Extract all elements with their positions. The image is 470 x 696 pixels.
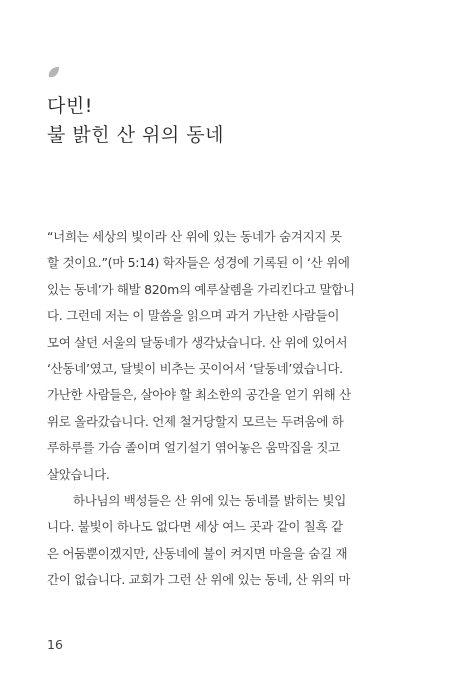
text-line: “너희는 세상의 빛이라 산 위에 있는 동네가 숨겨지지 못 [47, 229, 342, 244]
text-line: 있는 동네’가 해발 820m의 예루살렘을 가리킨다고 말합니 [47, 281, 355, 297]
chapter-title [47, 92, 224, 150]
text-line: 가난한 사람들은, 살아야 할 최소한의 공간을 얻기 위해 산 [47, 387, 351, 403]
paragraph-1 [47, 224, 429, 488]
text-line: 위로 올라갔습니다. 언제 철거당할지 모르는 두려움에 하 [47, 413, 344, 429]
text-line: 은 어둠뿐이겠지만, 산동네에 불이 켜지면 마을을 숨길 재 [47, 545, 348, 561]
page-number: 16 [47, 637, 63, 652]
chapter-title-line-1: 다빈! [47, 95, 93, 117]
chapter-title-line-2: 불 밝힌 산 위의 동네 [47, 124, 224, 146]
text-line: 모여 살던 서울의 달동네가 생각났습니다. 산 위에 있어서 [47, 334, 348, 350]
text-line: ‘산동네’였고, 달빛이 비추는 곳이어서 ‘달동네’였습니다. [47, 360, 343, 376]
paragraph-2 [47, 488, 429, 594]
text-line: 다. 그런데 저는 이 말씀을 읽으며 과거 가난한 사람들이 [47, 308, 340, 324]
text-line: 루하루를 가슴 졸이며 얼기설기 엮어놓은 움막집을 짓고 [47, 440, 340, 456]
body-text [47, 224, 429, 593]
text-line: 니다. 불빛이 하나도 없다면 세상 여느 곳과 같이 칠흑 같 [47, 519, 343, 535]
leaf-icon [47, 66, 60, 79]
text-line: 하나님의 백성들은 산 위에 있는 동네를 밝히는 빛입 [73, 492, 346, 508]
text-line: 간이 없습니다. 교회가 그런 산 위에 있는 동네, 산 위의 마 [47, 572, 351, 588]
text-line: 할 것이요.”(마 5:14) 학자들은 성경에 기록된 이 ‘산 위에 [47, 255, 350, 271]
text-line: 살았습니다. [47, 466, 110, 482]
